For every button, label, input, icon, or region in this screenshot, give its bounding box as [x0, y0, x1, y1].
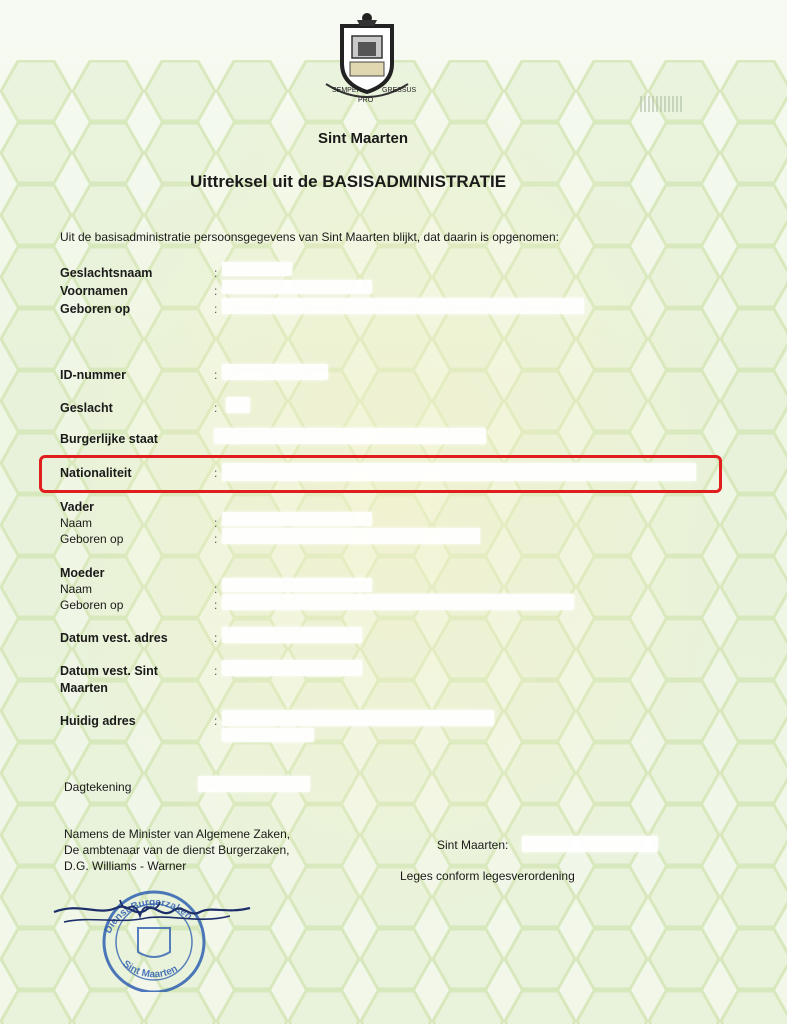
colon-separator: :	[214, 714, 218, 728]
label-moeder: Moeder	[60, 566, 105, 580]
colon-separator: :	[214, 368, 218, 382]
label-geslacht: Geslacht	[60, 401, 113, 415]
redacted-geslachtsnaam	[222, 262, 292, 276]
redacted-geslacht	[226, 397, 250, 413]
serial-mark	[640, 96, 684, 112]
signatory-line1: Namens de Minister van Algemene Zaken,	[64, 827, 291, 841]
redacted-vader-naam	[222, 512, 372, 526]
redacted-dagtekening	[198, 776, 310, 792]
signatory-line2: De ambtenaar van de dienst Burgerzaken,	[64, 843, 290, 857]
label-vader-naam: Naam	[60, 516, 93, 530]
official-stamp-icon	[50, 872, 270, 992]
colon-separator: :	[214, 631, 218, 645]
colon-separator: :	[214, 582, 218, 596]
redacted-datum-vest-adres	[222, 627, 362, 643]
stamp-bottom-text: Sint Maarten	[120, 958, 180, 981]
redacted-moeder-naam	[222, 578, 372, 592]
redacted-moeder-geboren	[222, 594, 574, 610]
redacted-datum-vest-sint	[222, 660, 362, 676]
redacted-burgerlijke-staat	[214, 428, 486, 444]
label-datum-vest-sint-line1: Datum vest. Sint	[60, 664, 158, 678]
crest-motto-left: SEMPER	[332, 87, 362, 94]
crest-motto-right: GRESSUS	[382, 87, 417, 94]
signatory-line3: D.G. Williams - Warner	[64, 859, 187, 873]
colon-separator: :	[214, 266, 218, 280]
redacted-id-nummer	[222, 364, 328, 380]
redacted-huidig-adres-line2	[222, 728, 314, 742]
stamp-top-text: Dienst Burgerzaken	[102, 897, 195, 936]
label-nationaliteit: Nationaliteit	[60, 466, 132, 480]
label-datum-vest-sint-line2: Maarten	[60, 681, 108, 695]
colon-separator: :	[214, 284, 218, 298]
label-huidig-adres: Huidig adres	[60, 714, 136, 728]
document-title: Uittreksel uit de BASISADMINISTRATIE	[190, 172, 507, 191]
redacted-place-date	[522, 836, 658, 852]
label-moeder-naam: Naam	[60, 582, 93, 596]
colon-separator: :	[214, 401, 218, 415]
redacted-geboren-op	[222, 298, 584, 314]
colon-separator: :	[214, 532, 218, 546]
intro-text: Uit de basisadministratie persoonsgegevens van Sint Maarten blijkt, dat daarin is opgenomen:	[60, 230, 559, 244]
redacted-huidig-adres-line1	[222, 710, 494, 726]
nationaliteit-highlight-box	[39, 455, 722, 493]
colon-separator: :	[214, 664, 218, 678]
redacted-voornamen	[222, 280, 372, 294]
label-voornamen: Voornamen	[60, 284, 128, 298]
authority-title: Sint Maarten	[318, 130, 409, 147]
label-geslachtsnaam: Geslachtsnaam	[60, 266, 153, 280]
colon-separator: :	[214, 598, 218, 612]
svg-text:Sint Maarten	[120, 959, 179, 981]
leges-text: Leges conform legesverordening	[400, 869, 575, 883]
label-vader-geboren: Geboren op	[60, 532, 124, 546]
colon-separator: :	[214, 466, 218, 480]
label-id-nummer: ID-nummer	[60, 368, 126, 382]
place-label: Sint Maarten:	[437, 838, 509, 852]
colon-separator: :	[214, 302, 218, 316]
crest-motto-mid: PRO	[358, 97, 374, 104]
label-datum-vest-adres: Datum vest. adres	[60, 631, 168, 645]
colon-separator: :	[214, 516, 218, 530]
coat-of-arms-icon	[312, 6, 422, 106]
redacted-vader-geboren	[222, 528, 480, 544]
label-moeder-geboren: Geboren op	[60, 598, 124, 612]
label-geboren-op: Geboren op	[60, 302, 131, 316]
label-burgerlijke-staat: Burgerlijke staat	[60, 432, 158, 446]
label-vader: Vader	[60, 500, 95, 514]
svg-text:Dienst Burgerzaken	[103, 897, 194, 935]
label-dagtekening: Dagtekening	[64, 780, 132, 794]
